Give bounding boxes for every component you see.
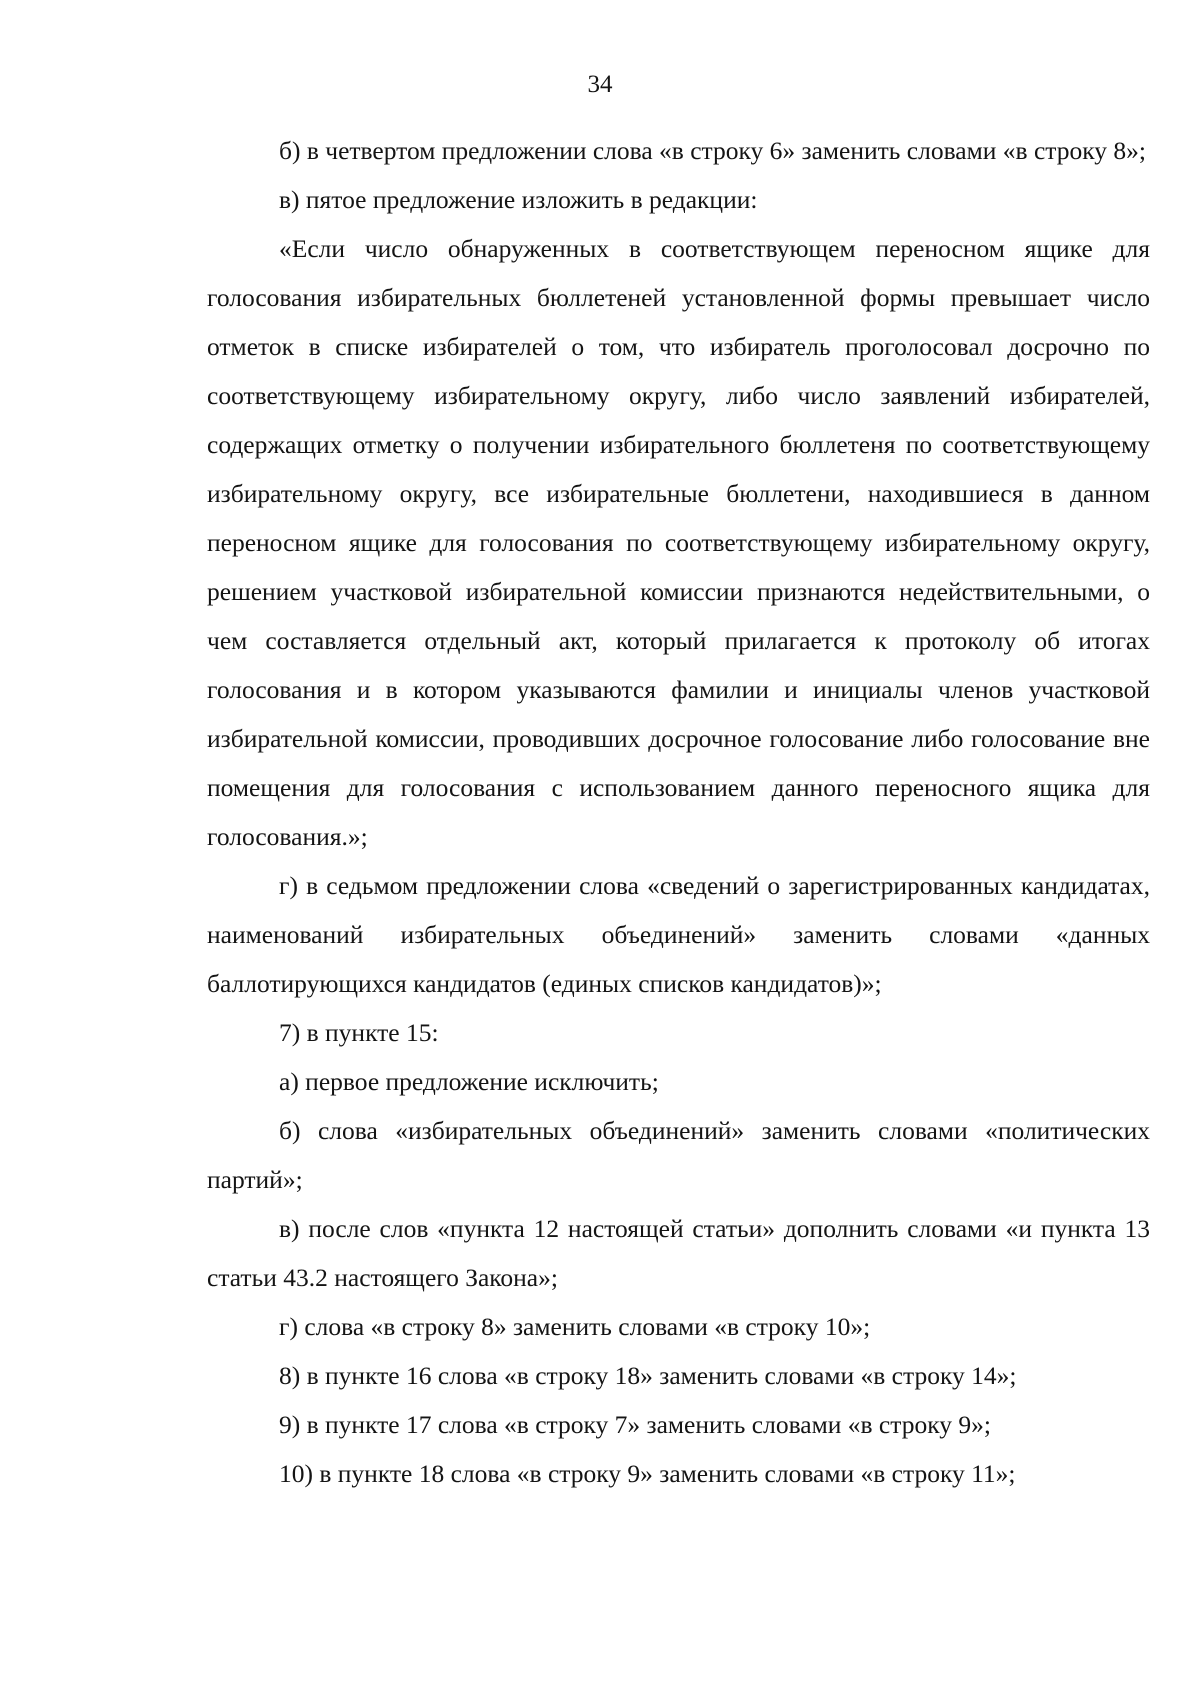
paragraph-item-10: 10) в пункте 18 слова «в строку 9» заменить словами «в строку 11»; (279, 1459, 1016, 1488)
page-number: 34 (587, 71, 613, 98)
paragraph-item-9: 9) в пункте 17 слова «в строку 7» заменить словами «в строку 9»; (279, 1410, 991, 1439)
paragraph-item-7a: а) первое предложение исключить; (279, 1067, 659, 1096)
paragraph-item-7b: б) слова «избирательных объединений» заменить словами «политических партий»; (207, 1116, 1150, 1194)
document-body (207, 126, 1150, 1498)
paragraph-item-7: 7) в пункте 15: (279, 1018, 439, 1047)
paragraph-quoted-new-text: «Если число обнаруженных в соответствующем переносном ящике для голосования избирательных бюллетеней установленной формы превышает число отметок в списке избирателей о том, что избиратель проголосовал досрочно по соответствующему избирательному округу, либо число заявлений избирателей, содержащих отметку о получении избирательного бюллетеня по соответствующему избирательному округу, все избирательные бюллетени, находившиеся в данном переносном ящике для голосования по соответствующему избирательному округу, решением участковой избирательной комиссии признаются недействительными, о чем составляется отдельный акт, который прилагается к протоколу об итогах голосования и в котором указываются фамилии и инициалы членов участковой избирательной комиссии, проводивших досрочное голосование либо голосование вне помещения для голосования с использованием данного переносного ящика для голосования.»; (207, 234, 1150, 851)
paragraph-v-fifth-sentence: в) пятое предложение изложить в редакции: (279, 185, 758, 214)
paragraph-item-8: 8) в пункте 16 слова «в строку 18» заменить словами «в строку 14»; (279, 1361, 1017, 1390)
paragraph-g-seventh-sentence: г) в седьмом предложении слова «сведений о зарегистрированных кандидатах, наименований избирательных объединений» заменить словами «данных баллотирующихся кандидатов (единых списков кандидатов)»; (207, 871, 1150, 998)
paragraph-item-7g: г) слова «в строку 8» заменить словами «в строку 10»; (279, 1312, 871, 1341)
paragraph-b-fourth-sentence: б) в четвертом предложении слова «в строку 6» заменить словами «в строку 8»; (279, 136, 1146, 165)
paragraph-item-7v: в) после слов «пункта 12 настоящей статьи» дополнить словами «и пункта 13 статьи 43.2 настоящего Закона»; (207, 1214, 1150, 1292)
